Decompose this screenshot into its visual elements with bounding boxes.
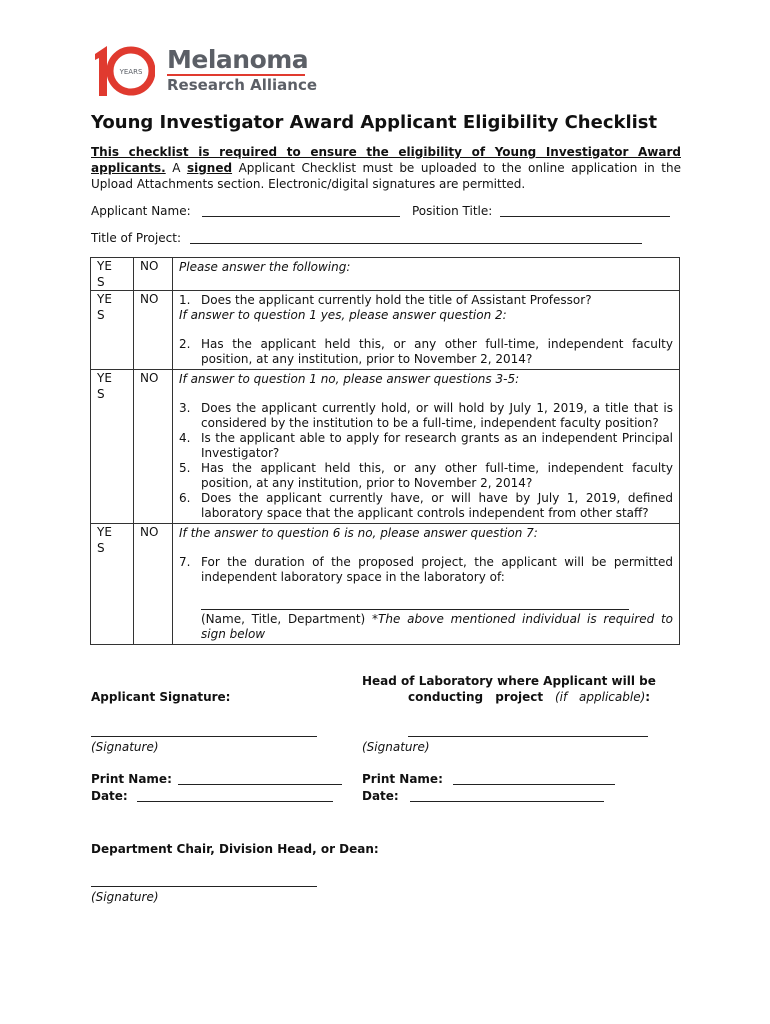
- applicant-date-field[interactable]: [137, 801, 333, 802]
- instruction-text: Please answer the following:: [179, 260, 351, 274]
- no-checkbox-q3[interactable]: NO: [134, 370, 173, 524]
- lab-head-name-field[interactable]: [201, 609, 629, 610]
- if-q1-yes: If answer to question 1 yes, please answer question 2:: [179, 308, 507, 322]
- yes-checkbox-q7[interactable]: YES: [91, 524, 134, 645]
- question-4: 4. Is the applicant able to apply for research grants as an independent Principal Investigator?: [179, 431, 673, 460]
- applicant-signature-label: Applicant Signature:: [91, 690, 231, 704]
- q7-caption-block: [201, 612, 673, 642]
- table-row: [91, 524, 680, 645]
- head-lab-date-label: Date:: [362, 789, 399, 803]
- question-3: 3. Does the applicant currently hold, or will hold by July 1, 2019, a title that is considered by the institution to be a full-time, independent faculty position?: [179, 401, 673, 430]
- question-2: 2. Has the applicant held this, or any other full-time, independent faculty position, at any institution, prior to November 2, 2014?: [179, 337, 673, 366]
- head-lab-date-field[interactable]: [410, 801, 604, 802]
- yes-checkbox-q3[interactable]: YES: [91, 370, 134, 524]
- applicant-print-name-field[interactable]: [178, 784, 342, 785]
- table-row: [91, 370, 680, 524]
- intro-rest: Applicant Checklist must be uploaded to the online application in the Upload Attachments section. Electronic/digital signatures are permitted.: [91, 161, 681, 191]
- head-lab-print-name-label: Print Name:: [362, 772, 443, 786]
- project-title-field[interactable]: [190, 243, 642, 244]
- applicant-print-name-label: Print Name:: [91, 772, 172, 786]
- intro-a: A: [165, 161, 187, 175]
- project-title-label: Title of Project:: [91, 231, 182, 245]
- no-checkbox-q2[interactable]: NO: [134, 291, 173, 370]
- applicant-date-label: Date:: [91, 789, 128, 803]
- position-title-field[interactable]: [500, 216, 670, 217]
- q7-note: *The above mentioned individual is required to sign below: [201, 612, 674, 641]
- if-q6-no: If the answer to question 6 is no, please answer question 7:: [179, 526, 538, 540]
- q7-caption: (Name, Title, Department): [201, 612, 366, 626]
- position-title-label: Position Title:: [412, 204, 493, 218]
- question-5: 5. Has the applicant held this, or any other full-time, independent faculty position, at any institution, prior to November 2, 2014?: [179, 461, 673, 490]
- logo-years-label: YEARS: [119, 68, 143, 76]
- applicant-name-label: Applicant Name:: [91, 204, 191, 218]
- if-q1-no: If answer to question 1 no, please answer questions 3-5:: [179, 372, 520, 386]
- head-lab-signature-field[interactable]: [408, 736, 648, 737]
- intro-bold: This checklist is required to ensure the eligibility of Young Investigator Award applicants.: [91, 145, 681, 175]
- logo-subtitle: Research Alliance: [167, 76, 318, 94]
- question-1: 1. Does the applicant currently hold the title of Assistant Professor?: [179, 293, 592, 307]
- applicant-signature-caption: (Signature): [91, 740, 159, 754]
- question-6: 6. Does the applicant currently have, or will have by July 1, 2019, defined laboratory space that the applicant controls independent from other staff?: [179, 491, 673, 520]
- intro-paragraph: [91, 144, 681, 192]
- applicant-signature-field[interactable]: [91, 736, 317, 737]
- table-row: [91, 291, 680, 370]
- head-lab-signature-caption: (Signature): [362, 740, 430, 754]
- yes-checkbox-q2[interactable]: YES: [91, 291, 134, 370]
- head-lab-label-1: Head of Laboratory where Applicant will be: [362, 674, 656, 688]
- intro-signed: signed: [186, 161, 233, 175]
- page-title: Young Investigator Award Applicant Eligibility Checklist: [91, 112, 658, 133]
- head-lab-label-2: conducting project (if applicable):: [408, 690, 651, 704]
- question-7: 7. For the duration of the proposed project, the applicant will be permitted independent laboratory space in the laboratory of:: [179, 555, 673, 584]
- head-lab-print-name-field[interactable]: [453, 784, 615, 785]
- dept-chair-signature-field[interactable]: [91, 886, 317, 887]
- dept-chair-signature-caption: (Signature): [91, 890, 159, 904]
- yes-checkbox-q1[interactable]: YES: [91, 258, 134, 291]
- dept-chair-label: Department Chair, Division Head, or Dean:: [91, 842, 379, 856]
- applicant-name-field[interactable]: [202, 216, 400, 217]
- no-checkbox-q1[interactable]: NO: [134, 258, 173, 291]
- ten-years-logo-icon: [93, 44, 155, 98]
- eligibility-checklist-table: [90, 257, 680, 645]
- table-row: [91, 258, 680, 291]
- no-checkbox-q7[interactable]: NO: [134, 524, 173, 645]
- logo-name: Melanoma: [167, 45, 309, 74]
